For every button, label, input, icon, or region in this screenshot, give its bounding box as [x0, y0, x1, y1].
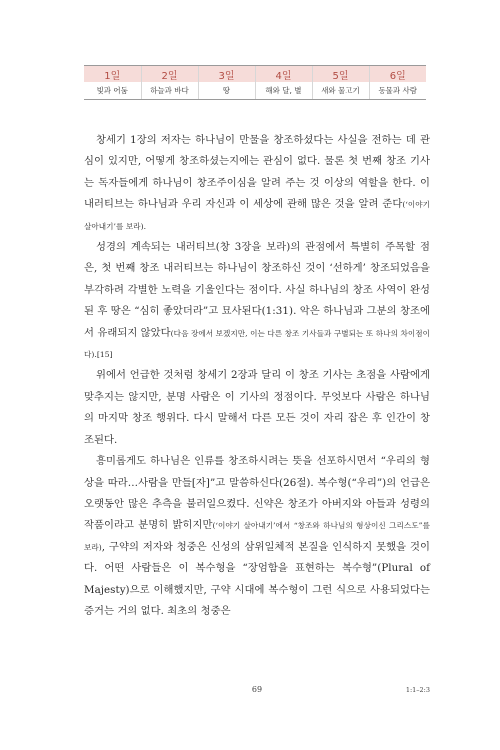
body-text: [84, 130, 430, 622]
day-3-header: 3일: [198, 66, 255, 83]
day-4-header: 4일: [255, 66, 312, 83]
paragraph-2: [84, 237, 430, 365]
day-6-cell: 동물과 사람: [369, 82, 426, 100]
chapter-reference: 1:1–2:3: [405, 686, 430, 694]
paragraph-note: (‘이야기 살아내기’를 보라).: [84, 200, 430, 231]
day-5-header: 5일: [312, 66, 369, 83]
day-5-cell: 새와 물고기: [312, 82, 369, 100]
paragraph-text-continued: , 구약의 저자와 청중은 신성의 삼위일체적 본질을 인식하지 못했을 것이다. 어떤 사람들은 이 복수형을 “장엄함을 표현하는 복수형”(Plural of Majesty)으로 이해했지만, 구약 시대에 복수형이 그런 식으로 사용되었다는 증거는 거의 없다. 최초의 청중은: [84, 540, 430, 617]
day-1-header: 1일: [84, 66, 141, 83]
paragraph-3: [84, 365, 430, 451]
paragraph-1: [84, 130, 430, 237]
page-number: 69: [251, 685, 263, 694]
day-3-cell: 땅: [198, 82, 255, 100]
day-4-cell: 해와 달, 별: [255, 82, 312, 100]
paragraph-text: 성경의 계속되는 내러티브(창 3장을 보라)의 관점에서 특별히 주목할 점은, 첫 번째 창조 내러티브는 하나님이 창조하신 것이 ‘선하게’ 창조되었음을 부각하려 각별한 노력을 기울인다는 점이다. 사실 하나님의 창조 사역이 완성된 후 땅은 “심히 좋았더라”고 묘사된다(1:31). 악은 하나님과 그분의 창조에서 유래되지 않았다: [84, 241, 430, 339]
table-header-row: [84, 66, 426, 83]
paragraph-4: [84, 451, 430, 622]
table-row: [84, 82, 426, 100]
paragraph-note: (‘이야기 살아내기’에서 “창조와 하나님의 형상이신 그리스도”를 보라): [84, 521, 430, 552]
creation-days-table: [84, 65, 426, 100]
paragraph-text: 위에서 언급한 것처럼 창세기 2장과 달리 이 창조 기사는 초점을 사람에게 맞추지는 않지만, 분명 사람은 이 기사의 정점이다. 무엇보다 사람은 하나님의 마지막 창조 행위다. 다시 말해서 다른 모든 것이 자리 잡은 후 인간이 창조된다.: [84, 369, 430, 446]
day-6-header: 6일: [369, 66, 426, 83]
day-2-header: 2일: [141, 66, 198, 83]
day-1-cell: 빛과 어둠: [84, 82, 141, 100]
paragraph-text: 흥미롭게도 하나님은 인류를 창조하시려는 뜻을 선포하시면서 “우리의 형상을 따라…사람을 만들[자]”고 말씀하신다(26절). 복수형(“우리”)의 언급은 오랫동안 많은 추측을 불러일으켰다. 신약은 창조가 아버지와 아들과 성령의 작품이라고 분명히 밝히지만: [84, 455, 430, 532]
day-2-cell: 하늘과 바다: [141, 82, 198, 100]
paragraph-note: (다음 장에서 보겠지만, 이는 다른 창조 기사들과 구별되는 또 하나의 차이점이다).[15]: [84, 328, 430, 360]
paragraph-text: 창세기 1장의 저자는 하나님이 만물을 창조하셨다는 사실을 전하는 데 관심이 있지만, 어떻게 창조하셨는지에는 관심이 없다. 물론 첫 번째 창조 기사는 독자들에게 하나님이 창조주이심을 알려 주는 것 이상의 역할을 한다. 이 내러티브는 하나님과 우리 자신과 이 세상에 관해 많은 것을 알려 준다: [84, 134, 430, 211]
